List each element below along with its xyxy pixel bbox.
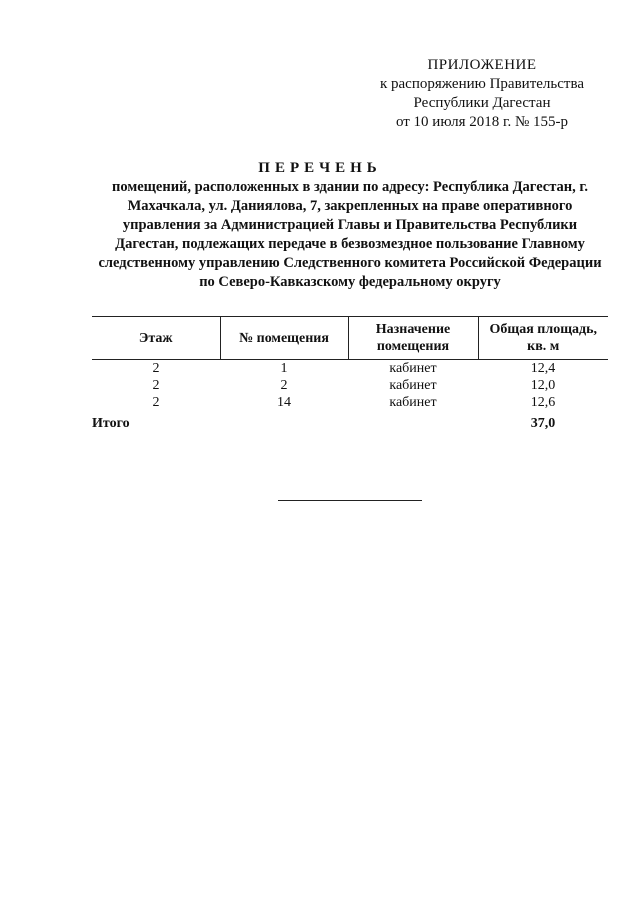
cell-purpose: кабинет — [389, 378, 437, 393]
premises-table — [92, 316, 608, 432]
table-row — [92, 360, 608, 378]
cell-purpose: кабинет — [389, 395, 437, 410]
appendix-government-line: Республики Дагестан — [413, 95, 551, 111]
cell-floor: 2 — [152, 395, 160, 410]
cell-floor: 2 — [152, 378, 160, 393]
header-purpose — [348, 317, 478, 360]
document-title: ПЕРЕЧЕНЬ — [258, 160, 382, 176]
appendix-block — [362, 56, 602, 132]
table-row — [92, 394, 608, 411]
cell-floor: 2 — [152, 361, 160, 376]
cell-area: 12,6 — [530, 395, 556, 410]
document-subtitle: помещений, расположенных в здании по адресу: Республика Дагестан, г. Махачкала, ул. Даниялова, 7, закрепленных на праве оперативного управления за Администрацией Главы и Правительства Республики Дагестан, подлежащих передаче в безвозмездное пользование Главному следственному управлению Следственного комитета Российской Федерации по Северо-Кавказскому федеральному округу — [98, 179, 602, 290]
header-area-line1: Общая площадь, — [489, 322, 597, 337]
header-area — [478, 317, 608, 360]
total-empty-cell — [220, 411, 348, 432]
cell-area: 12,0 — [530, 378, 556, 393]
cell-room: 14 — [277, 395, 291, 410]
total-empty-cell — [348, 411, 478, 432]
header-room: № помещения — [220, 317, 348, 360]
cell-area: 12,4 — [530, 361, 556, 376]
appendix-date-line: от 10 июля 2018 г. № 155-р — [395, 114, 569, 130]
table-header-row — [92, 317, 608, 360]
closing-line — [278, 500, 422, 501]
cell-room: 2 — [280, 378, 288, 393]
total-label: Итого — [92, 416, 130, 431]
table-row — [92, 377, 608, 394]
cell-purpose: кабинет — [389, 361, 437, 376]
header-area-line2: кв. м — [527, 339, 560, 354]
header-floor: Этаж — [92, 317, 220, 360]
total-value: 37,0 — [530, 416, 556, 431]
appendix-heading: ПРИЛОЖЕНИЕ — [427, 57, 537, 73]
header-purpose-line2: помещения — [376, 339, 450, 354]
appendix-decree-line: к распоряжению Правительства — [379, 76, 584, 92]
table-total-row — [92, 411, 608, 432]
cell-room: 1 — [280, 361, 288, 376]
header-purpose-line1: Назначение — [375, 322, 451, 337]
